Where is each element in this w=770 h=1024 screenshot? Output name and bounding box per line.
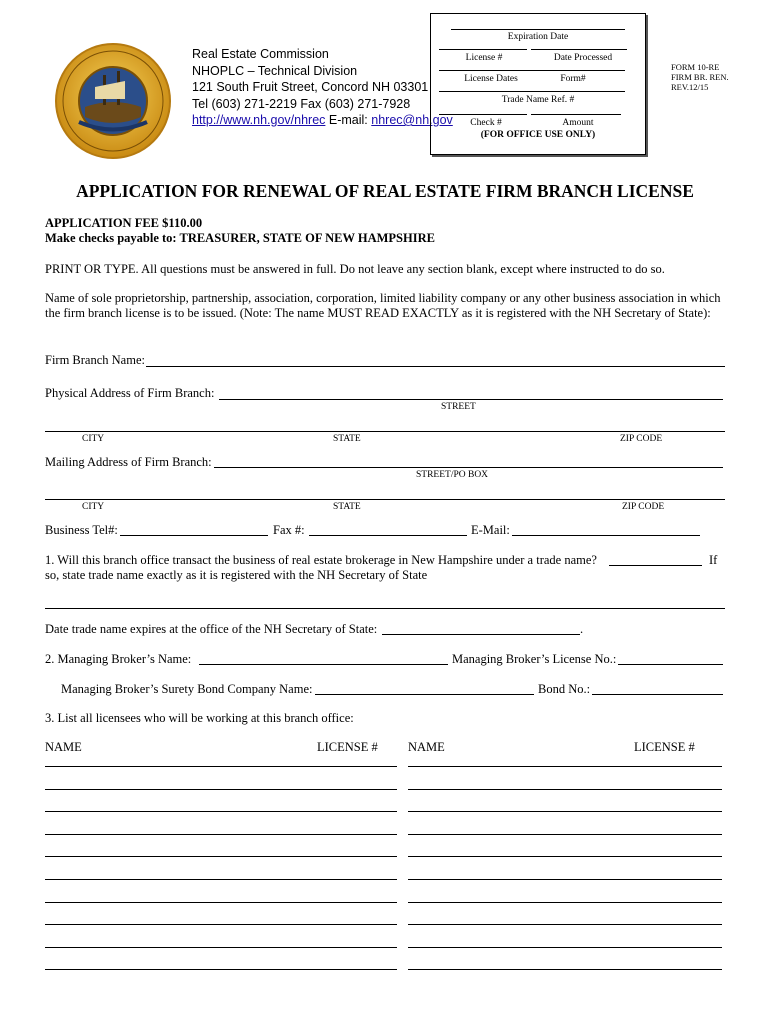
q1-answer-field[interactable] [609, 565, 702, 566]
amount-label: Amount [562, 118, 594, 128]
form-identifier [671, 62, 729, 92]
q1-if: If [709, 553, 718, 567]
licensee-row-left[interactable] [45, 834, 397, 835]
licensee-row-left[interactable] [45, 766, 397, 767]
managing-broker-license-field[interactable] [618, 664, 723, 665]
surety-bond-label: Managing Broker’s Surety Bond Company Name: [61, 682, 313, 696]
license-col-header-left: LICENSE # [317, 740, 378, 754]
agency-address-block [192, 46, 453, 129]
form-id-line3: REV.12/15 [671, 82, 709, 92]
licensee-row-right[interactable] [408, 969, 722, 970]
firm-branch-name-field[interactable] [146, 366, 725, 367]
q1-followup: so, state trade name exactly as it is registered with the NH Secretary of State [45, 568, 428, 582]
check-no-label: Check # [470, 118, 502, 128]
agency-email-link[interactable]: nhrec@nh.gov [371, 113, 453, 127]
bond-no-field[interactable] [592, 694, 723, 695]
licensee-row-right[interactable] [408, 766, 722, 767]
licensee-row-right[interactable] [408, 879, 722, 880]
license-col-header-right: LICENSE # [634, 740, 695, 754]
expiration-date-label: Expiration Date [507, 32, 569, 42]
name-note: Name of sole proprietorship, partnership, association, corporation, limited liability company or any other business association in which the firm branch license is to be issued. (Note: The name MUST READ EXACTLY as it is registered with the NH Secretary of State): [45, 291, 721, 320]
email-field[interactable] [512, 535, 700, 536]
form-no-label: Form# [560, 74, 586, 84]
physical-address-label: Physical Address of Firm Branch: [45, 386, 215, 400]
business-tel-label: Business Tel#: [45, 523, 118, 537]
email-label: E-mail: [328, 113, 368, 127]
licensee-row-right[interactable] [408, 924, 722, 925]
managing-broker-label: 2. Managing Broker’s Name: [45, 652, 192, 666]
licensee-row-left[interactable] [45, 969, 397, 970]
city-caption-mailing: CITY [82, 502, 105, 512]
bond-no-label: Bond No.: [538, 682, 591, 696]
name-col-header-left: NAME [45, 740, 82, 754]
form-id-line2: FIRM BR. REN. [671, 72, 729, 82]
mailing-street-field[interactable] [214, 467, 723, 468]
fax-label: Fax #: [273, 523, 305, 537]
licensee-row-right[interactable] [408, 811, 722, 812]
licensee-row-left[interactable] [45, 789, 397, 790]
mailing-address-label: Mailing Address of Firm Branch: [45, 455, 212, 469]
licensee-row-left[interactable] [45, 879, 397, 880]
licensee-row-right[interactable] [408, 902, 722, 903]
agency-phone: Tel (603) 271-2219 Fax (603) 271-7928 [192, 96, 411, 111]
licensee-row-left[interactable] [45, 811, 397, 812]
name-col-header-right: NAME [408, 740, 445, 754]
licensee-row-right[interactable] [408, 834, 722, 835]
business-tel-field[interactable] [120, 535, 268, 536]
managing-broker-license-label: Managing Broker’s License No.: [452, 652, 617, 666]
period: . [580, 622, 584, 636]
licensee-row-right[interactable] [408, 789, 722, 790]
license-no-label: License # [465, 53, 503, 63]
street-caption: STREET [441, 402, 476, 412]
mailing-city-state-zip-field[interactable] [45, 499, 725, 500]
agency-name: Real Estate Commission [192, 47, 329, 61]
surety-bond-field[interactable] [315, 694, 534, 695]
date-processed-label: Date Processed [553, 53, 613, 63]
physical-street-field[interactable] [219, 399, 723, 400]
license-dates-label: License Dates [464, 74, 518, 84]
form-id-line1: FORM 10-RE [671, 62, 720, 72]
instructions: PRINT OR TYPE. All questions must be answered in full. Do not leave any section blank, except where instructed to do so. [45, 262, 665, 276]
city-caption: CITY [82, 434, 105, 444]
q3-question: 3. List all licensees who will be working at this branch office: [45, 711, 354, 725]
q1-question: 1. Will this branch office transact the business of real estate brokerage in New Hampshire under a trade name? [45, 553, 597, 567]
payable-to: Make checks payable to: TREASURER, STATE OF NEW HAMPSHIRE [45, 231, 435, 245]
trade-name-expires-field[interactable] [382, 634, 580, 635]
licensee-row-left[interactable] [45, 856, 397, 857]
zip-caption: ZIP CODE [620, 434, 663, 444]
street-po-caption: STREET/PO BOX [416, 470, 489, 480]
state-caption: STATE [333, 434, 361, 444]
licensee-row-right[interactable] [408, 947, 722, 948]
email-field-label: E-Mail: [471, 523, 510, 537]
licensee-row-left[interactable] [45, 947, 397, 948]
agency-street: 121 South Fruit Street, Concord NH 03301 [192, 80, 429, 94]
licensee-row-left[interactable] [45, 924, 397, 925]
office-use-only-label: (FOR OFFICE USE ONLY) [480, 130, 596, 140]
state-seal-logo [55, 37, 171, 170]
firm-branch-name-label: Firm Branch Name: [45, 353, 145, 367]
page-title: APPLICATION FOR RENEWAL OF REAL ESTATE FIRM BRANCH LICENSE [76, 181, 694, 201]
licensee-row-left[interactable] [45, 902, 397, 903]
licensee-row-right[interactable] [408, 856, 722, 857]
agency-website-link[interactable]: http://www.nh.gov/nhrec [192, 113, 326, 127]
trade-name-field[interactable] [45, 608, 725, 609]
zip-caption-mailing: ZIP CODE [622, 502, 665, 512]
fee-block [45, 216, 735, 246]
office-use-box [430, 13, 646, 155]
trade-name-ref-label: Trade Name Ref. # [501, 95, 575, 105]
managing-broker-field[interactable] [199, 664, 448, 665]
fee-amount: APPLICATION FEE $110.00 [45, 216, 203, 230]
agency-division: NHOPLC – Technical Division [192, 63, 358, 78]
fax-field[interactable] [309, 535, 467, 536]
state-caption-mailing: STATE [333, 502, 361, 512]
physical-city-state-zip-field[interactable] [45, 431, 725, 432]
trade-name-expires-label: Date trade name expires at the office of the NH Secretary of State: [45, 622, 378, 636]
